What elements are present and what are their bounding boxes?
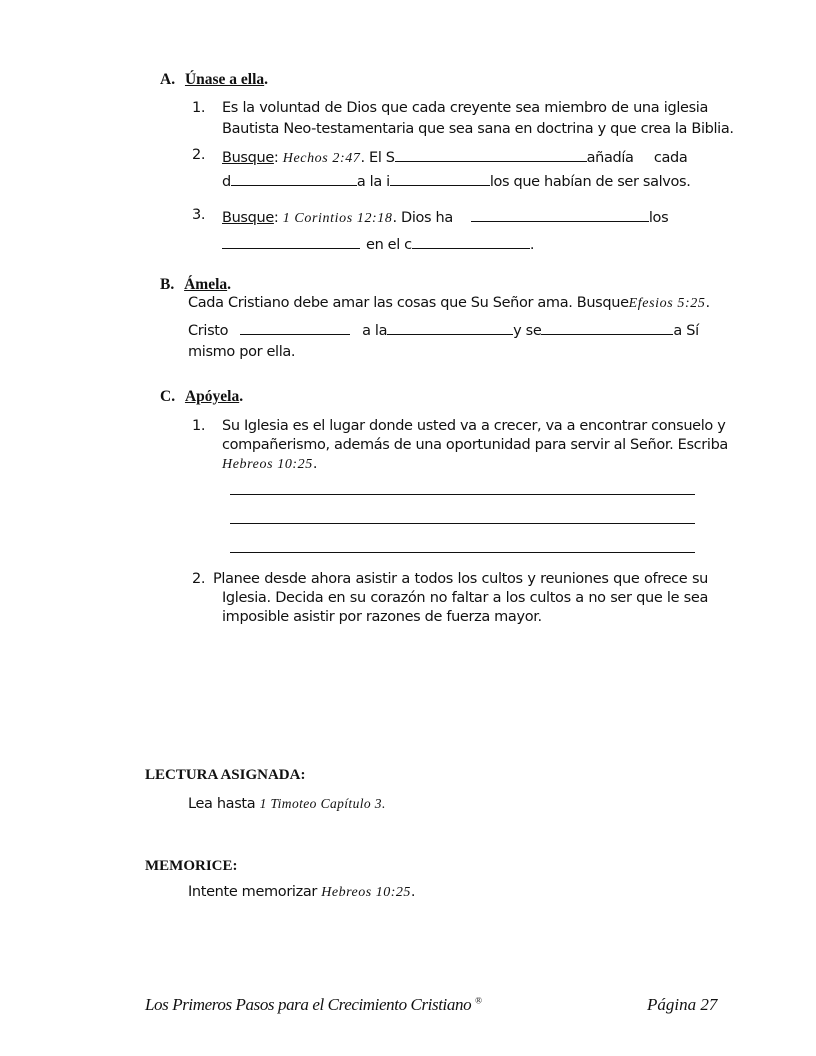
c-item2-line2: Iglesia. Decida en su corazón no faltar a los cultos a no ser que le sea — [222, 590, 708, 606]
a-item2-line2 — [222, 171, 691, 190]
b-blank3[interactable] — [541, 320, 673, 335]
a-item2-number: 2. — [192, 147, 206, 163]
a-item3-blank3[interactable] — [412, 234, 530, 249]
a-item3-blank2[interactable] — [222, 234, 360, 249]
a-item2-blank1[interactable] — [395, 147, 587, 162]
c-item1-line3 — [222, 456, 317, 473]
b-line1 — [188, 295, 710, 312]
lectura-ref: 1 Timoteo Capítulo 3. — [259, 796, 386, 811]
section-a-period: . — [264, 71, 269, 88]
a-item2-blank2[interactable] — [231, 171, 357, 186]
footer-page-number: Página 27 — [647, 995, 718, 1014]
c-item2-line1: Planee desde ahora asistir a todos los cultos y reuniones que ofrece su — [213, 571, 708, 587]
a-item2-colon: : — [273, 150, 279, 166]
a-item1-number: 1. — [192, 100, 206, 116]
a-item2-busque: Busque — [222, 150, 274, 166]
memorice-ref-period: . — [410, 884, 416, 900]
section-a-title: Únase a ella — [184, 71, 265, 88]
a-item2-text1: . El S — [360, 150, 395, 166]
lectura-line — [188, 796, 386, 812]
a-item3-text4: . — [529, 237, 535, 253]
c-item2-number: 2. — [192, 571, 206, 587]
memorice-ref: Hebreos 10:25 — [321, 885, 411, 900]
footer-title: Los Primeros Pasos para el Crecimiento Cristiano — [145, 995, 472, 1014]
b-ref-period: . — [705, 295, 710, 311]
a-item3-busque: Busque — [222, 210, 274, 226]
footer-title-line — [145, 995, 481, 1015]
section-c-heading — [160, 388, 243, 406]
section-c-period: . — [239, 388, 244, 405]
a-item2-blank3[interactable] — [390, 171, 490, 186]
memorice-heading: MEMORICE: — [145, 858, 238, 874]
a-item3-number: 3. — [192, 207, 206, 223]
lectura-heading: LECTURA ASIGNADA: — [145, 767, 306, 783]
section-b-title: Ámela — [184, 276, 228, 293]
section-a-heading — [160, 71, 268, 89]
b-line2b: a la — [362, 323, 388, 339]
a-item2-text5: los que habían de ser salvos. — [489, 174, 691, 190]
writing-line-3[interactable] — [230, 552, 695, 553]
a-item3-text3: en el c — [366, 237, 412, 253]
a-item1-line2: Bautista Neo-testamentaria que sea sana en doctrina y que crea la Biblia. — [222, 121, 734, 137]
b-line1-text: Cada Cristiano debe amar las cosas que Su Señor ama. Busque — [188, 295, 629, 311]
a-item2-text4: a la i — [356, 174, 390, 190]
a-item3-line1 — [222, 207, 668, 227]
memorice-text: Intente memorizar — [188, 884, 318, 900]
a-item1-line1: Es la voluntad de Dios que cada creyente sea miembro de una iglesia — [222, 100, 708, 116]
a-item2-line1 — [222, 147, 708, 167]
section-b-letter: B. — [160, 276, 175, 293]
b-line2c: y se — [513, 323, 542, 339]
section-b-heading — [160, 276, 231, 294]
b-ref: Efesios 5:25 — [628, 296, 706, 311]
lectura-text: Lea hasta — [188, 796, 256, 812]
section-a-letter: A. — [160, 71, 176, 88]
a-item3-line2 — [222, 234, 534, 253]
writing-line-1[interactable] — [230, 494, 695, 495]
section-b-period: . — [227, 276, 232, 293]
c-item1-line1: Su Iglesia es el lugar donde usted va a crecer, va a encontrar consuelo y — [222, 418, 726, 434]
a-item2-ref: Hechos 2:47 — [282, 151, 361, 166]
c-item2-line3: imposible asistir por razones de fuerza mayor. — [222, 609, 542, 625]
a-item3-text1: . Dios ha — [392, 210, 453, 226]
section-c-title: Apóyela — [184, 388, 240, 405]
c-item1-line2: compañerismo, además de una oportunidad para servir al Señor. Escriba — [222, 437, 728, 453]
registered-mark: ® — [475, 995, 482, 1006]
writing-line-2[interactable] — [230, 523, 695, 524]
b-blank1[interactable] — [240, 320, 350, 335]
a-item3-text2: los — [648, 210, 669, 226]
b-blank2[interactable] — [387, 320, 513, 335]
c-item1-ref: Hebreos 10:25 — [222, 457, 313, 472]
a-item3-ref: 1 Corintios 12:18 — [282, 211, 393, 226]
b-line2d: a Sí — [673, 323, 699, 339]
b-line2a: Cristo — [188, 323, 229, 339]
a-item2-text3: d — [222, 174, 231, 190]
b-line2 — [188, 320, 699, 339]
c-item1-number: 1. — [192, 418, 206, 434]
section-c-letter: C. — [160, 388, 176, 405]
a-item2-text2: añadía cada — [586, 150, 688, 166]
c-item1-ref-period: . — [312, 456, 318, 472]
a-item3-blank1[interactable] — [471, 207, 649, 222]
b-line3: mismo por ella. — [188, 344, 296, 360]
a-item3-colon: : — [273, 210, 279, 226]
memorice-line — [188, 884, 415, 901]
